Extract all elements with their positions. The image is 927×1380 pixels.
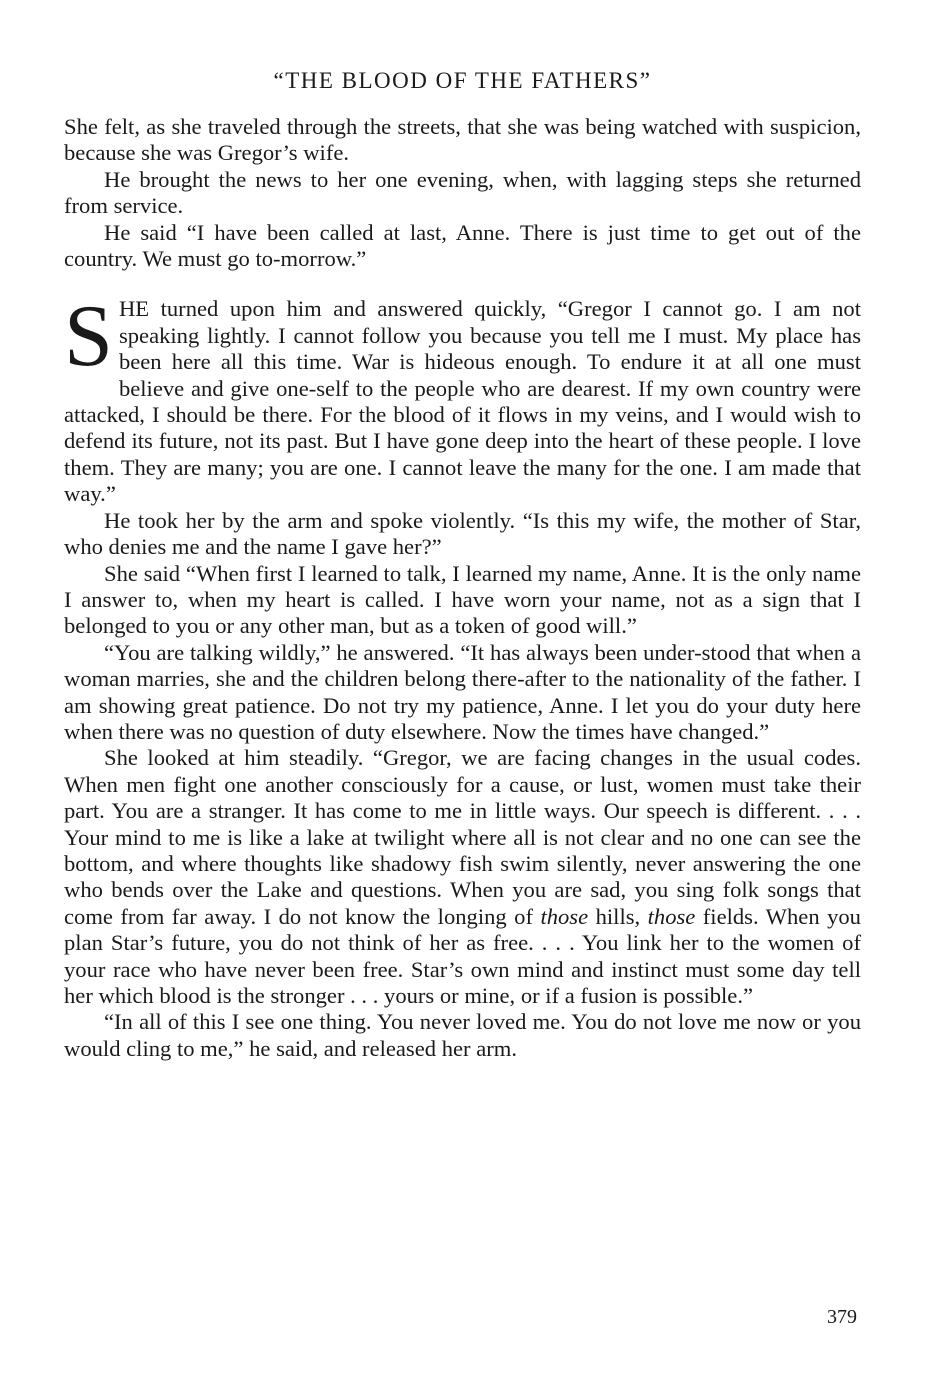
page-number: 379 (827, 1306, 857, 1328)
paragraph: She said “When first I learned to talk, I learned my name, Anne. It is the only name I answer to, when my heart is called. I have worn your name, not as a sign that I belonged to you or any other man, but as a token of good will.” (64, 560, 861, 639)
paragraph: “You are talking wildly,” he answered. “It has always been under-stood that when a woman marries, she and the children belong there-after to the nationality of the father. I am showing great patience. Do not try my patience, Anne. I let you do your duty here when there was no question of duty elsewhere. Now the times have changed.” (64, 639, 861, 744)
paragraph-text: fields. When you plan Star’s future, you do not think of her as free. . . . You link her to the women of your race who have never been free. Star’s own mind and instinct must some day tell her which blood is the stronger . . . yours or mine, or if a fusion is possible.” (64, 903, 861, 1008)
emphasis: those (540, 903, 589, 929)
paragraph: He brought the news to her one evening, when, with lagging steps she returned from service. (64, 166, 861, 219)
emphasis: those (647, 903, 696, 929)
paragraph (64, 745, 861, 1009)
paragraph: He took her by the arm and spoke violently. “Is this my wife, the mother of Star, who denies me and the name I gave her?” (64, 507, 861, 560)
paragraph-text: HE turned upon him and answered quickly, “Gregor I cannot go. I am not speaking lightly. I cannot follow you because you tell me I must. My place has been here all this time. War is hideous enough. To endure it at all one must believe and give one-self to the people who are dearest. If my own country were attacked, I should be there. For the blood of it flows in my veins, and I would wish to defend its future, not its past. But I have gone deep into the heart of these people. I love them. They are many; you are one. I cannot leave the many for the one. I am made that way.” (64, 296, 861, 507)
paragraph: “In all of this I see one thing. You never loved me. You do not love me now or you would cling to me,” he said, and released her arm. (64, 1009, 861, 1061)
drop-cap: S (64, 288, 113, 386)
paragraph: He said “I have been called at last, Anne. There is just time to get out of the country. We must go to-morrow.” (64, 219, 861, 272)
section-start-paragraph (64, 288, 861, 507)
paragraph: She felt, as she traveled through the streets, that she was being watched with suspicion, because she was Gregor’s wife. (64, 114, 861, 166)
running-head: “THE BLOOD OF THE FATHERS” (273, 68, 652, 93)
body-text (64, 114, 861, 1062)
paragraph-text: hills, (588, 903, 648, 929)
paragraph-text: She looked at him steadily. “Gregor, we are facing changes in the usual codes. When men fight one another consciously for a cause, or lust, women must take their part. You are a stranger. It has come to me in little ways. Our speech is different. . . . Your mind to me is like a lake at twilight where all is not clear and no one can see the bottom, and where thoughts like shadowy fish swim silently, never answering the one who bends over the Lake and questions. When you are sad, you sing folk songs that come from far away. I do not know the longing of (64, 745, 861, 929)
